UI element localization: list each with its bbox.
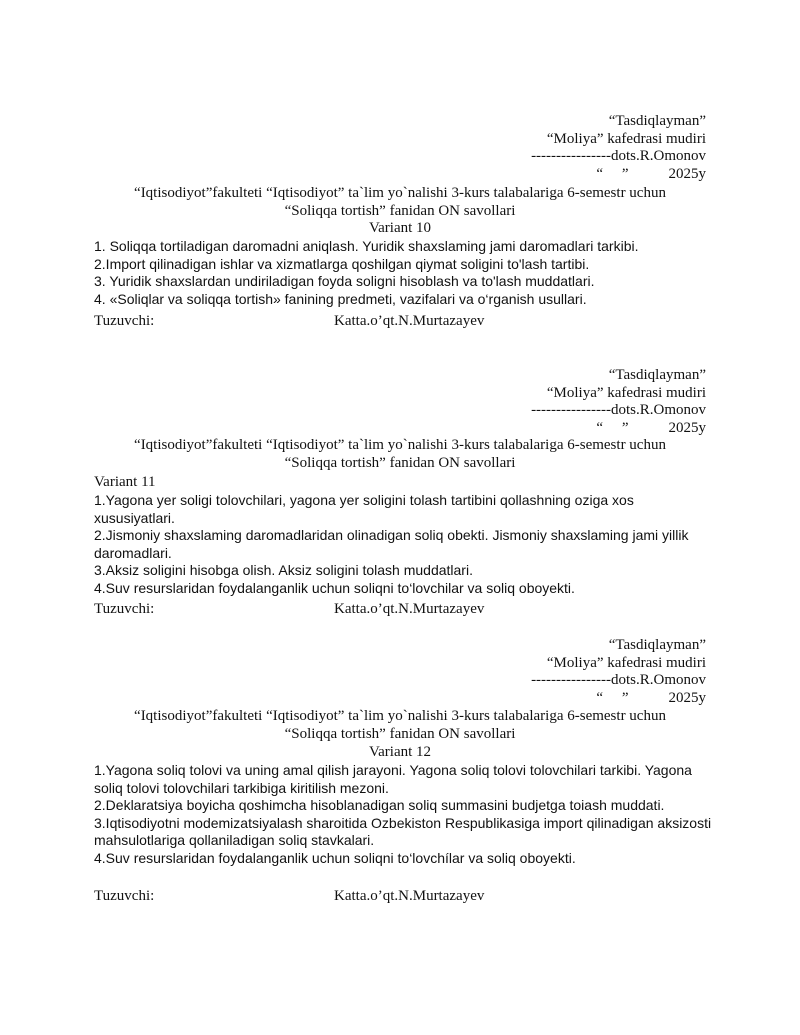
- question-item: 3.Aksiz soligini hisobga olish. Aksiz soligini tolash muddatlari.: [94, 562, 473, 578]
- date-year: 2025y: [668, 689, 706, 706]
- approval-block: [531, 367, 706, 437]
- question-list: [94, 492, 714, 597]
- approval-title: “Tasdiqlayman”: [608, 113, 706, 129]
- approval-block: [531, 637, 706, 707]
- department-head: “Moliya” kafedrasi mudiri: [546, 654, 706, 671]
- question-item: 4.Suv resurslaridan foydalanganlik uchun soliqni to‘lovchílar va soliq oboyekti.: [94, 849, 576, 866]
- date-line: [531, 166, 706, 184]
- author-label: Tuzuvchi:: [94, 888, 155, 904]
- question-item: 1.Yagona soliq tolovi va uning amal qilish jarayoni. Yagona soliq tolovi tolovchilari tarkibi. Yagona soliq tolovi tolovchilari tarkibiga kiritilish mezoni.: [94, 762, 692, 796]
- author-label: Tuzuvchi:: [94, 601, 155, 617]
- question-list: [94, 762, 714, 867]
- question-item: 2.Import qilinadigan ishlar va xizmatlarga qoshilgan qiymat soligini to'lash tartibi.: [94, 255, 590, 272]
- variant-title: Variant 11: [94, 474, 156, 490]
- question-item: 4.Suv resurslaridan foydalanganlik uchun soliqni to‘lovchilar va soliq oboyekti.: [94, 579, 575, 596]
- author-name: Katta.o’qt.N.Murtazayev: [334, 313, 485, 329]
- author-name: Katta.o’qt.N.Murtazayev: [334, 888, 485, 904]
- author-label: Tuzuvchi:: [94, 313, 155, 329]
- question-item: 3.Iqtisodiyotni modemizatsiyalash sharoitida Ozbekiston Respublikasiga import qilinadigan aksizosti mahsulotlariga qollaniladigan soliq stavkalari.: [94, 814, 712, 848]
- header-subject-line: “Soliqqa tortish” fanidan ON savollari: [284, 725, 516, 742]
- department-head: “Moliya” kafedrasi mudiri: [546, 130, 706, 147]
- header-faculty-line: “Iqtisodiyot”fakulteti “Iqtisodiyot” ta`lim yo`nalishi 3-kurs talabalariga 6-semestr uchun: [134, 708, 666, 724]
- date-year: 2025y: [668, 165, 706, 182]
- author-name: Katta.o’qt.N.Murtazayev: [334, 601, 485, 617]
- date-year: 2025y: [668, 419, 706, 436]
- date-line: [531, 690, 706, 708]
- question-item: 2.Jismoniy shaxslaming daromadlaridan olinadigan soliq obekti. Jismoniy shaxslaming jami yillik daromadlari.: [94, 527, 689, 561]
- header-faculty-line: “Iqtisodiyot”fakulteti “Iqtisodiyot” ta`lim yo`nalishi 3-kurs talabalariga 6-semestr uchun: [134, 185, 666, 201]
- header-faculty-line: “Iqtisodiyot”fakulteti “Iqtisodiyot” ta`lim yo`nalishi 3-kurs talabalariga 6-semestr uchun: [134, 437, 666, 453]
- document-header: [60, 185, 740, 220]
- document-header: [60, 437, 740, 472]
- variant-title: Variant 10: [368, 220, 432, 236]
- header-subject-line: “Soliqqa tortish” fanidan ON savollari: [284, 202, 516, 219]
- date-line: [531, 420, 706, 438]
- variant-title: Variant 12: [368, 744, 432, 760]
- signature-line: ----------------dots.R.Omonov: [531, 402, 706, 418]
- question-item: 4. «Soliqlar va soliqqa tortish» fanining predmeti, vazifalari va o‘rganish usullari.: [94, 290, 587, 307]
- question-item: 2.Deklaratsiya boyicha qoshimcha hisoblanadigan soliq summasini budjetga toiash muddati.: [94, 797, 665, 813]
- question-item: 3. Yuridik shaxslardan undiriladigan foyda soligni hisoblash va to'lash muddatlari.: [94, 273, 595, 289]
- question-list: [94, 238, 714, 308]
- department-head: “Moliya” kafedrasi mudiri: [546, 384, 706, 401]
- signature-line: ----------------dots.R.Omonov: [531, 672, 706, 688]
- date-quotes: “ ”: [596, 419, 629, 436]
- signature-line: ----------------dots.R.Omonov: [531, 148, 706, 164]
- date-quotes: “ ”: [596, 689, 629, 706]
- approval-block: [531, 113, 706, 183]
- header-subject-line: “Soliqqa tortish” fanidan ON savollari: [284, 454, 516, 471]
- approval-title: “Tasdiqlayman”: [608, 367, 706, 383]
- date-quotes: “ ”: [596, 165, 629, 182]
- approval-title: “Tasdiqlayman”: [608, 637, 706, 653]
- question-item: 1.Yagona yer soligi tolovchilari, yagona yer soligini tolash tartibini qollashning oziga xos xususiyatlari.: [94, 492, 634, 526]
- document-header: [60, 708, 740, 743]
- question-item: 1. Soliqqa tortiladigan daromadni aniqlash. Yuridik shaxslaming jami daromadlari tarkibi.: [94, 238, 639, 254]
